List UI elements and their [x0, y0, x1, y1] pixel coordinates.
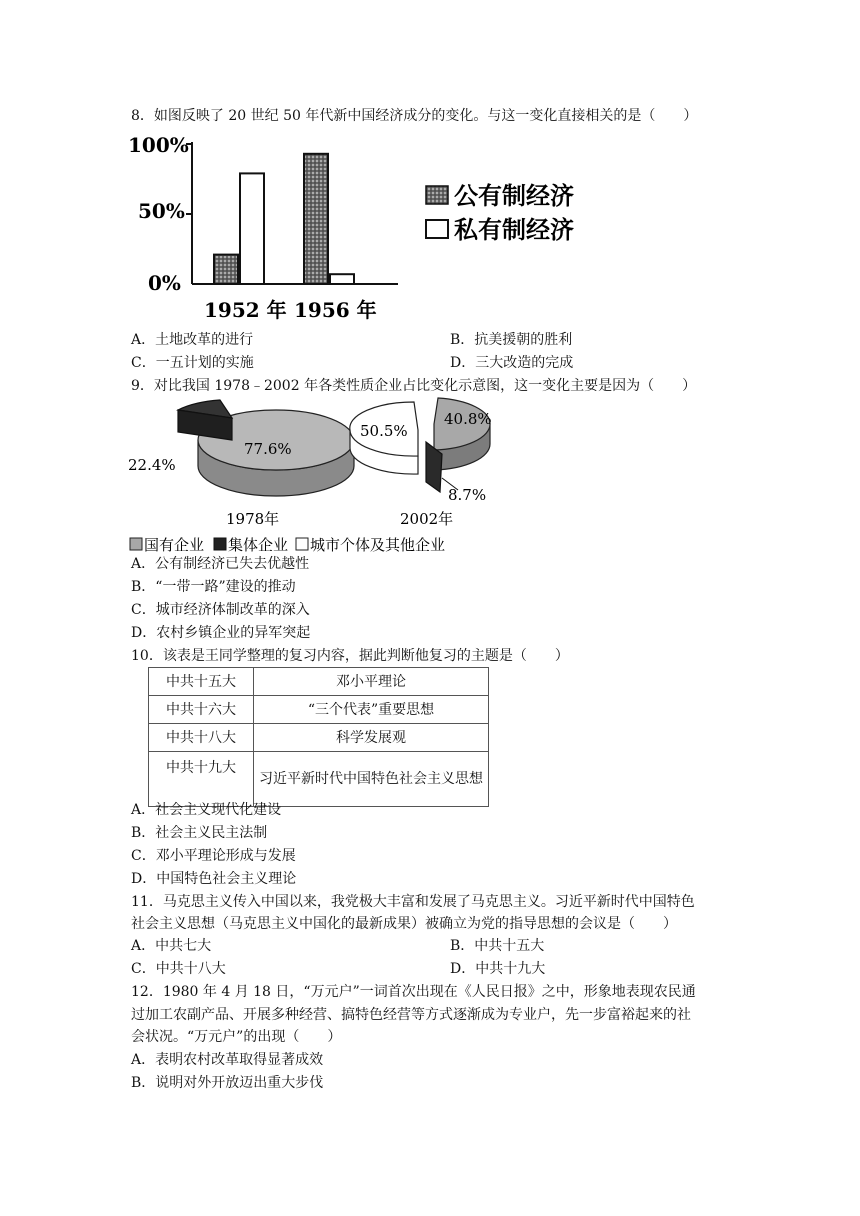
q8-stem: 8．如图反映了 20 世纪 50 年代新中国经济成分的变化。与这一变化直接相关的是（ ）: [131, 108, 698, 124]
legend-swatch-public: [426, 186, 448, 204]
table-row: [149, 724, 489, 752]
q10-option-d: D．中国特色社会主义理论: [131, 871, 297, 887]
pie-2002-other-value: 50.5%: [360, 422, 408, 440]
legend-swatch-private: [426, 220, 448, 238]
q9-stem: 9．对比我国 1978﹣2002 年各类性质企业占比变化示意图，这一变化主要是因为（ ）: [131, 378, 697, 394]
q10-option-b: B．社会主义民主法制: [131, 825, 268, 841]
pie-1978: [128, 400, 354, 528]
review-table: [148, 667, 489, 807]
pie-1978-state-value: 77.6%: [244, 440, 292, 458]
legend-label-private: 私有制经济: [454, 215, 574, 244]
q12-stem-line2: 过加工农副产品、开展多种经营、搞特色经营等方式逐渐成为专业户，先一步富裕起来的社: [131, 1007, 691, 1023]
bar-private-1952: [240, 173, 264, 284]
q9-option-d: D．农村乡镇企业的异军突起: [131, 625, 311, 641]
q10-option-a: A．社会主义现代化建设: [131, 802, 282, 818]
q12-option-a: A．表明农村改革取得显著成效: [131, 1052, 324, 1068]
legend-swatch-other: [296, 538, 308, 550]
x-label-1956: 1956 年: [294, 298, 377, 322]
q8-bar-chart: [128, 132, 598, 328]
table-row: [149, 696, 489, 724]
y-tick-50: 50%: [138, 199, 185, 223]
q11-stem-line1: 11．马克思主义传入中国以来，我党极大丰富和发展了马克思主义。习近平新时代中国特色: [131, 894, 695, 910]
q8-option-d: D．三大改造的完成: [450, 355, 574, 371]
table-cell-theory: 科学发展观: [254, 724, 489, 752]
q10-option-c: C．邓小平理论形成与发展: [131, 848, 296, 864]
table-row: [149, 752, 489, 807]
q8-option-b: B．抗美援朝的胜利: [450, 332, 573, 348]
x-label-1952: 1952 年: [204, 298, 287, 322]
q12-stem-line1: 12．1980 年 4 月 18 日，“万元户”一词首次出现在《人民日报》之中，形象地表现农民通: [131, 984, 696, 1000]
pie-2002-title: 2002年: [400, 510, 454, 528]
y-tick-0: 0%: [148, 271, 181, 295]
pie-1978-collective-value: 22.4%: [128, 456, 176, 474]
table-cell-congress: 中共十八大: [149, 724, 254, 752]
bar-public-1952: [214, 255, 238, 284]
q11-option-c: C．中共十八大: [131, 961, 226, 977]
q9-option-b: B．“一带一路”建设的推动: [131, 579, 296, 595]
q11-option-b: B．中共十五大: [450, 938, 545, 954]
q12-stem-line3: 会状况。“万元户”的出现（ ）: [131, 1029, 342, 1045]
pie-2002-state-value: 40.8%: [444, 410, 492, 428]
table-row: [149, 668, 489, 696]
bar-public-1956: [304, 154, 328, 284]
table-cell-theory: 邓小平理论: [254, 668, 489, 696]
legend-swatch-collective: [214, 538, 226, 550]
q9-pie-charts: [128, 396, 540, 556]
legend-label-state: 国有企业: [144, 536, 205, 554]
q11-option-d: D．中共十九大: [450, 961, 546, 977]
q11-option-a: A．中共七大: [131, 938, 212, 954]
table-cell-theory: 习近平新时代中国特色社会主义思想: [254, 752, 489, 807]
q9-option-c: C．城市经济体制改革的深入: [131, 602, 310, 618]
q11-stem-line2: 社会主义思想（马克思主义中国化的最新成果）被确立为党的指导思想的会议是（ ）: [131, 916, 677, 932]
table-cell-congress: 中共十五大: [149, 668, 254, 696]
q9-option-a: A．公有制经济已失去优越性: [131, 556, 310, 572]
legend-label-other: 城市个体及其他企业: [310, 536, 446, 554]
q12-option-b: B．说明对外开放迈出重大步伐: [131, 1075, 324, 1091]
table-cell-congress: 中共十九大: [149, 752, 254, 807]
pie-1978-title: 1978年: [226, 510, 280, 528]
pie-2002-collective-value: 8.7%: [448, 486, 487, 504]
legend-label-public: 公有制经济: [454, 181, 574, 210]
q8-option-a: A．土地改革的进行: [131, 332, 254, 348]
q10-stem: 10．该表是王同学整理的复习内容，据此判断他复习的主题是（ ）: [131, 648, 569, 664]
legend-label-collective: 集体企业: [228, 536, 289, 554]
q8-option-c: C．一五计划的实施: [131, 355, 254, 371]
table-cell-theory: “三个代表”重要思想: [254, 696, 489, 724]
legend-swatch-state: [130, 538, 142, 550]
table-cell-congress: 中共十六大: [149, 696, 254, 724]
pie-2002: [350, 398, 492, 528]
y-tick-100: 100%: [128, 133, 189, 157]
bar-private-1956: [330, 274, 354, 284]
